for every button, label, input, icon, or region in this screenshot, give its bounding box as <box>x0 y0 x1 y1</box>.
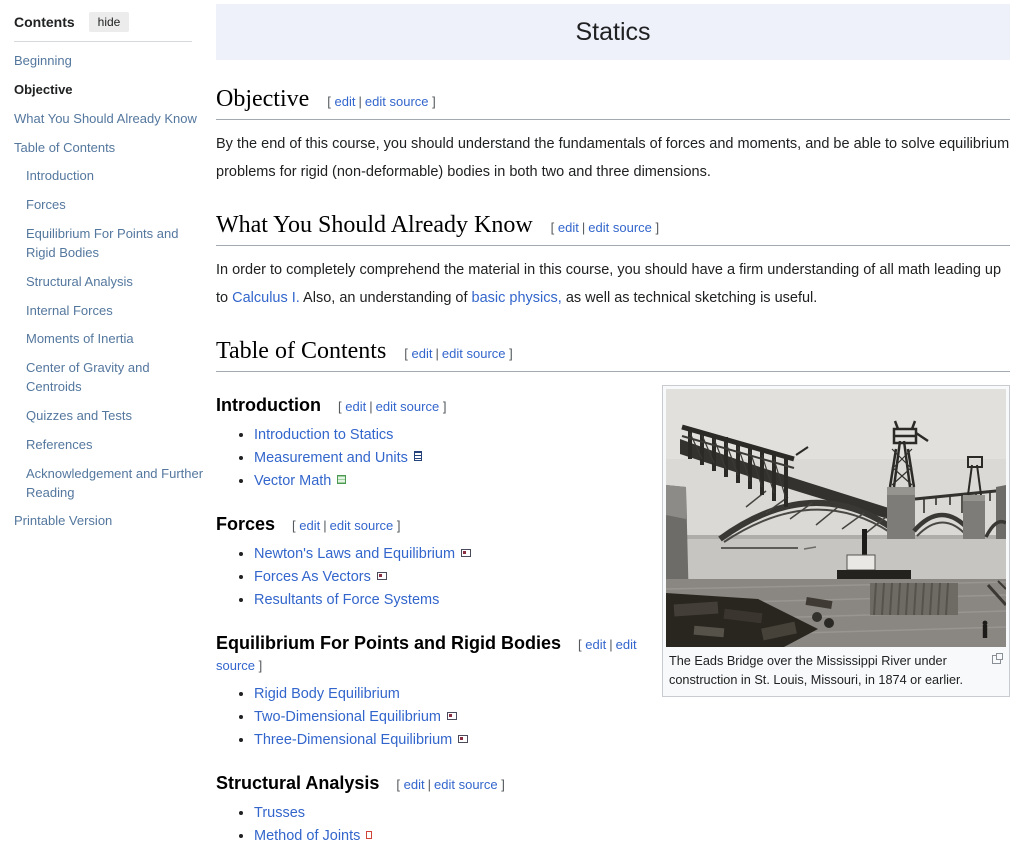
two-dimensional-equilibrium-link[interactable]: Two-Dimensional Equilibrium <box>254 709 441 725</box>
edit-source-link[interactable]: edit source <box>441 346 506 361</box>
eads-bridge-photo[interactable] <box>666 389 1006 647</box>
pipe: | <box>358 94 362 109</box>
figure-caption-text: The Eads Bridge over the Mississippi River under construction in St. Louis, Missouri, in 1874 or earlier. <box>669 654 964 688</box>
sidebar-item-structural-analysis[interactable]: Structural Analysis <box>26 273 133 289</box>
pipe: | <box>369 399 373 414</box>
trusses-link[interactable]: Trusses <box>254 805 306 821</box>
sidebar-item-beginning[interactable]: Beginning <box>14 53 72 68</box>
sidebar-item-forces[interactable]: Forces <box>26 197 66 213</box>
edit-section <box>338 399 446 414</box>
pipe: | <box>427 777 432 792</box>
contents-nav <box>14 52 206 531</box>
bracket: ] <box>432 94 436 109</box>
rigid-body-equilibrium-link[interactable]: Rigid Body Equilibrium <box>254 686 400 702</box>
contents-header <box>14 12 192 42</box>
edit-link[interactable]: edit <box>345 399 367 414</box>
bracket: ] <box>396 518 401 533</box>
sidebar-item-center-of-gravity[interactable]: Center of Gravity and Centroids <box>26 360 150 395</box>
pipe: | <box>323 518 327 533</box>
newtons-laws-link[interactable]: Newton's Laws and Equilibrium <box>254 546 456 562</box>
bracket: [ <box>404 346 408 361</box>
resultants-link[interactable]: Resultants of Force Systems <box>254 592 440 608</box>
pipe: | <box>581 220 586 235</box>
edit-section <box>292 518 400 533</box>
bracket: ] <box>258 658 263 673</box>
vector-math-link[interactable]: Vector Math <box>254 473 332 489</box>
edit-link[interactable]: edit <box>585 637 607 652</box>
intro-to-statics-link[interactable]: Introduction to Statics <box>254 427 394 443</box>
heading-already-know <box>216 212 1010 246</box>
edit-source-link[interactable]: edit source <box>216 637 637 673</box>
article-content <box>216 0 1010 849</box>
heading-equilibrium-text: Equilibrium For Points and Rigid Bodies <box>216 633 562 653</box>
pipe: | <box>609 637 613 652</box>
method-of-joints-link[interactable]: Method of Joints <box>254 828 361 844</box>
bracket: [ <box>550 220 555 235</box>
bracket: [ <box>396 777 401 792</box>
heading-structural-analysis-text: Structural Analysis <box>216 773 380 793</box>
contents-sidebar <box>0 0 206 541</box>
heading-objective-text: Objective <box>216 86 310 112</box>
bracket: [ <box>578 637 582 652</box>
objective-paragraph: By the end of this course, you should understand the fundamentals of forces and moments, and be able to solve equilibrium problems for rigid (non-deformable) bodies in both two and three dimensions. <box>216 136 1010 180</box>
sidebar-item-quizzes-and-tests[interactable]: Quizzes and Tests <box>26 407 132 423</box>
figure-caption <box>666 647 1006 693</box>
bracket: [ <box>292 518 296 533</box>
eads-bridge-figure <box>662 385 1010 697</box>
quiz-icon <box>414 451 422 461</box>
list-item <box>254 707 1010 727</box>
sidebar-item-internal-forces[interactable]: Internal Forces <box>26 302 113 318</box>
magnify-icon[interactable] <box>992 653 1003 664</box>
calculus-link[interactable]: Calculus I. <box>232 290 300 306</box>
paragraph-text: as well as technical sketching is useful. <box>561 290 818 306</box>
edit-source-link[interactable]: edit source <box>329 518 394 533</box>
presentation-icon <box>458 735 468 743</box>
edit-source-link[interactable]: edit source <box>588 220 652 235</box>
sidebar-item-moments-of-inertia[interactable]: Moments of Inertia <box>26 331 134 347</box>
edit-link[interactable]: edit <box>403 777 425 792</box>
heading-objective <box>216 86 1010 120</box>
sidebar-item-what-you-should-already-know[interactable]: What You Should Already Know <box>14 110 197 126</box>
edit-link[interactable]: edit <box>334 94 356 109</box>
measurement-units-link[interactable]: Measurement and Units <box>254 450 408 466</box>
sidebar-item-references[interactable]: References <box>26 436 93 452</box>
bracket: ] <box>655 220 660 235</box>
edit-section <box>327 94 435 109</box>
presentation-icon <box>377 572 387 580</box>
edit-section <box>551 220 659 235</box>
page-title: Statics <box>575 17 651 46</box>
heading-already-know-text: What You Should Already Know <box>216 212 533 238</box>
forces-as-vectors-link[interactable]: Forces As Vectors <box>254 569 371 585</box>
page-title-banner <box>216 4 1010 60</box>
edit-link[interactable]: edit <box>557 220 579 235</box>
edit-link[interactable]: edit <box>411 346 433 361</box>
list-item <box>254 730 1010 750</box>
bracket: [ <box>338 399 342 414</box>
heading-structural-analysis <box>216 773 1010 794</box>
grid-icon <box>337 475 346 484</box>
bracket: ] <box>501 777 505 792</box>
list-item <box>254 826 1010 846</box>
heading-forces-text: Forces <box>216 514 276 534</box>
sidebar-item-printable-version[interactable]: Printable Version <box>14 513 113 529</box>
sidebar-item-introduction[interactable]: Introduction <box>26 168 94 184</box>
heading-toc <box>216 338 1010 372</box>
stub-icon <box>366 831 372 839</box>
edit-link[interactable]: edit <box>299 518 321 533</box>
bracket: ] <box>509 346 513 361</box>
edit-source-link[interactable]: edit source <box>375 399 440 414</box>
hide-contents-button[interactable]: hide <box>89 12 130 32</box>
structural-analysis-list <box>216 803 1010 846</box>
paragraph-text: Also, an understanding of <box>299 290 472 306</box>
edit-source-link[interactable]: edit source <box>434 777 498 792</box>
bracket: [ <box>327 94 331 109</box>
paragraph-text: In order to completely comprehend the material in this course, you should have a firm understanding of all math leading up to <box>216 262 1002 306</box>
sidebar-item-equilibrium[interactable]: Equilibrium For Points and Rigid Bodies <box>26 226 179 260</box>
bracket: ] <box>442 399 447 414</box>
three-dimensional-equilibrium-link[interactable]: Three-Dimensional Equilibrium <box>254 732 453 748</box>
edit-section <box>396 777 504 792</box>
basic-physics-link[interactable]: basic physics, <box>471 290 562 306</box>
sidebar-item-table-of-contents[interactable]: Table of Contents <box>14 139 116 155</box>
heading-introduction-text: Introduction <box>216 395 321 415</box>
list-item <box>254 803 1010 823</box>
edit-section <box>404 346 512 361</box>
sidebar-item-objective[interactable]: Objective <box>14 81 73 97</box>
pipe: | <box>435 346 439 361</box>
presentation-icon <box>461 549 471 557</box>
contents-title: Contents <box>14 14 75 30</box>
sidebar-item-acknowledgement[interactable]: Acknowledgement and Further Reading <box>26 465 204 500</box>
presentation-icon <box>447 712 457 720</box>
edit-source-link[interactable]: edit source <box>364 94 429 109</box>
already-know-paragraph <box>216 256 1010 312</box>
heading-toc-text: Table of Contents <box>216 338 387 364</box>
